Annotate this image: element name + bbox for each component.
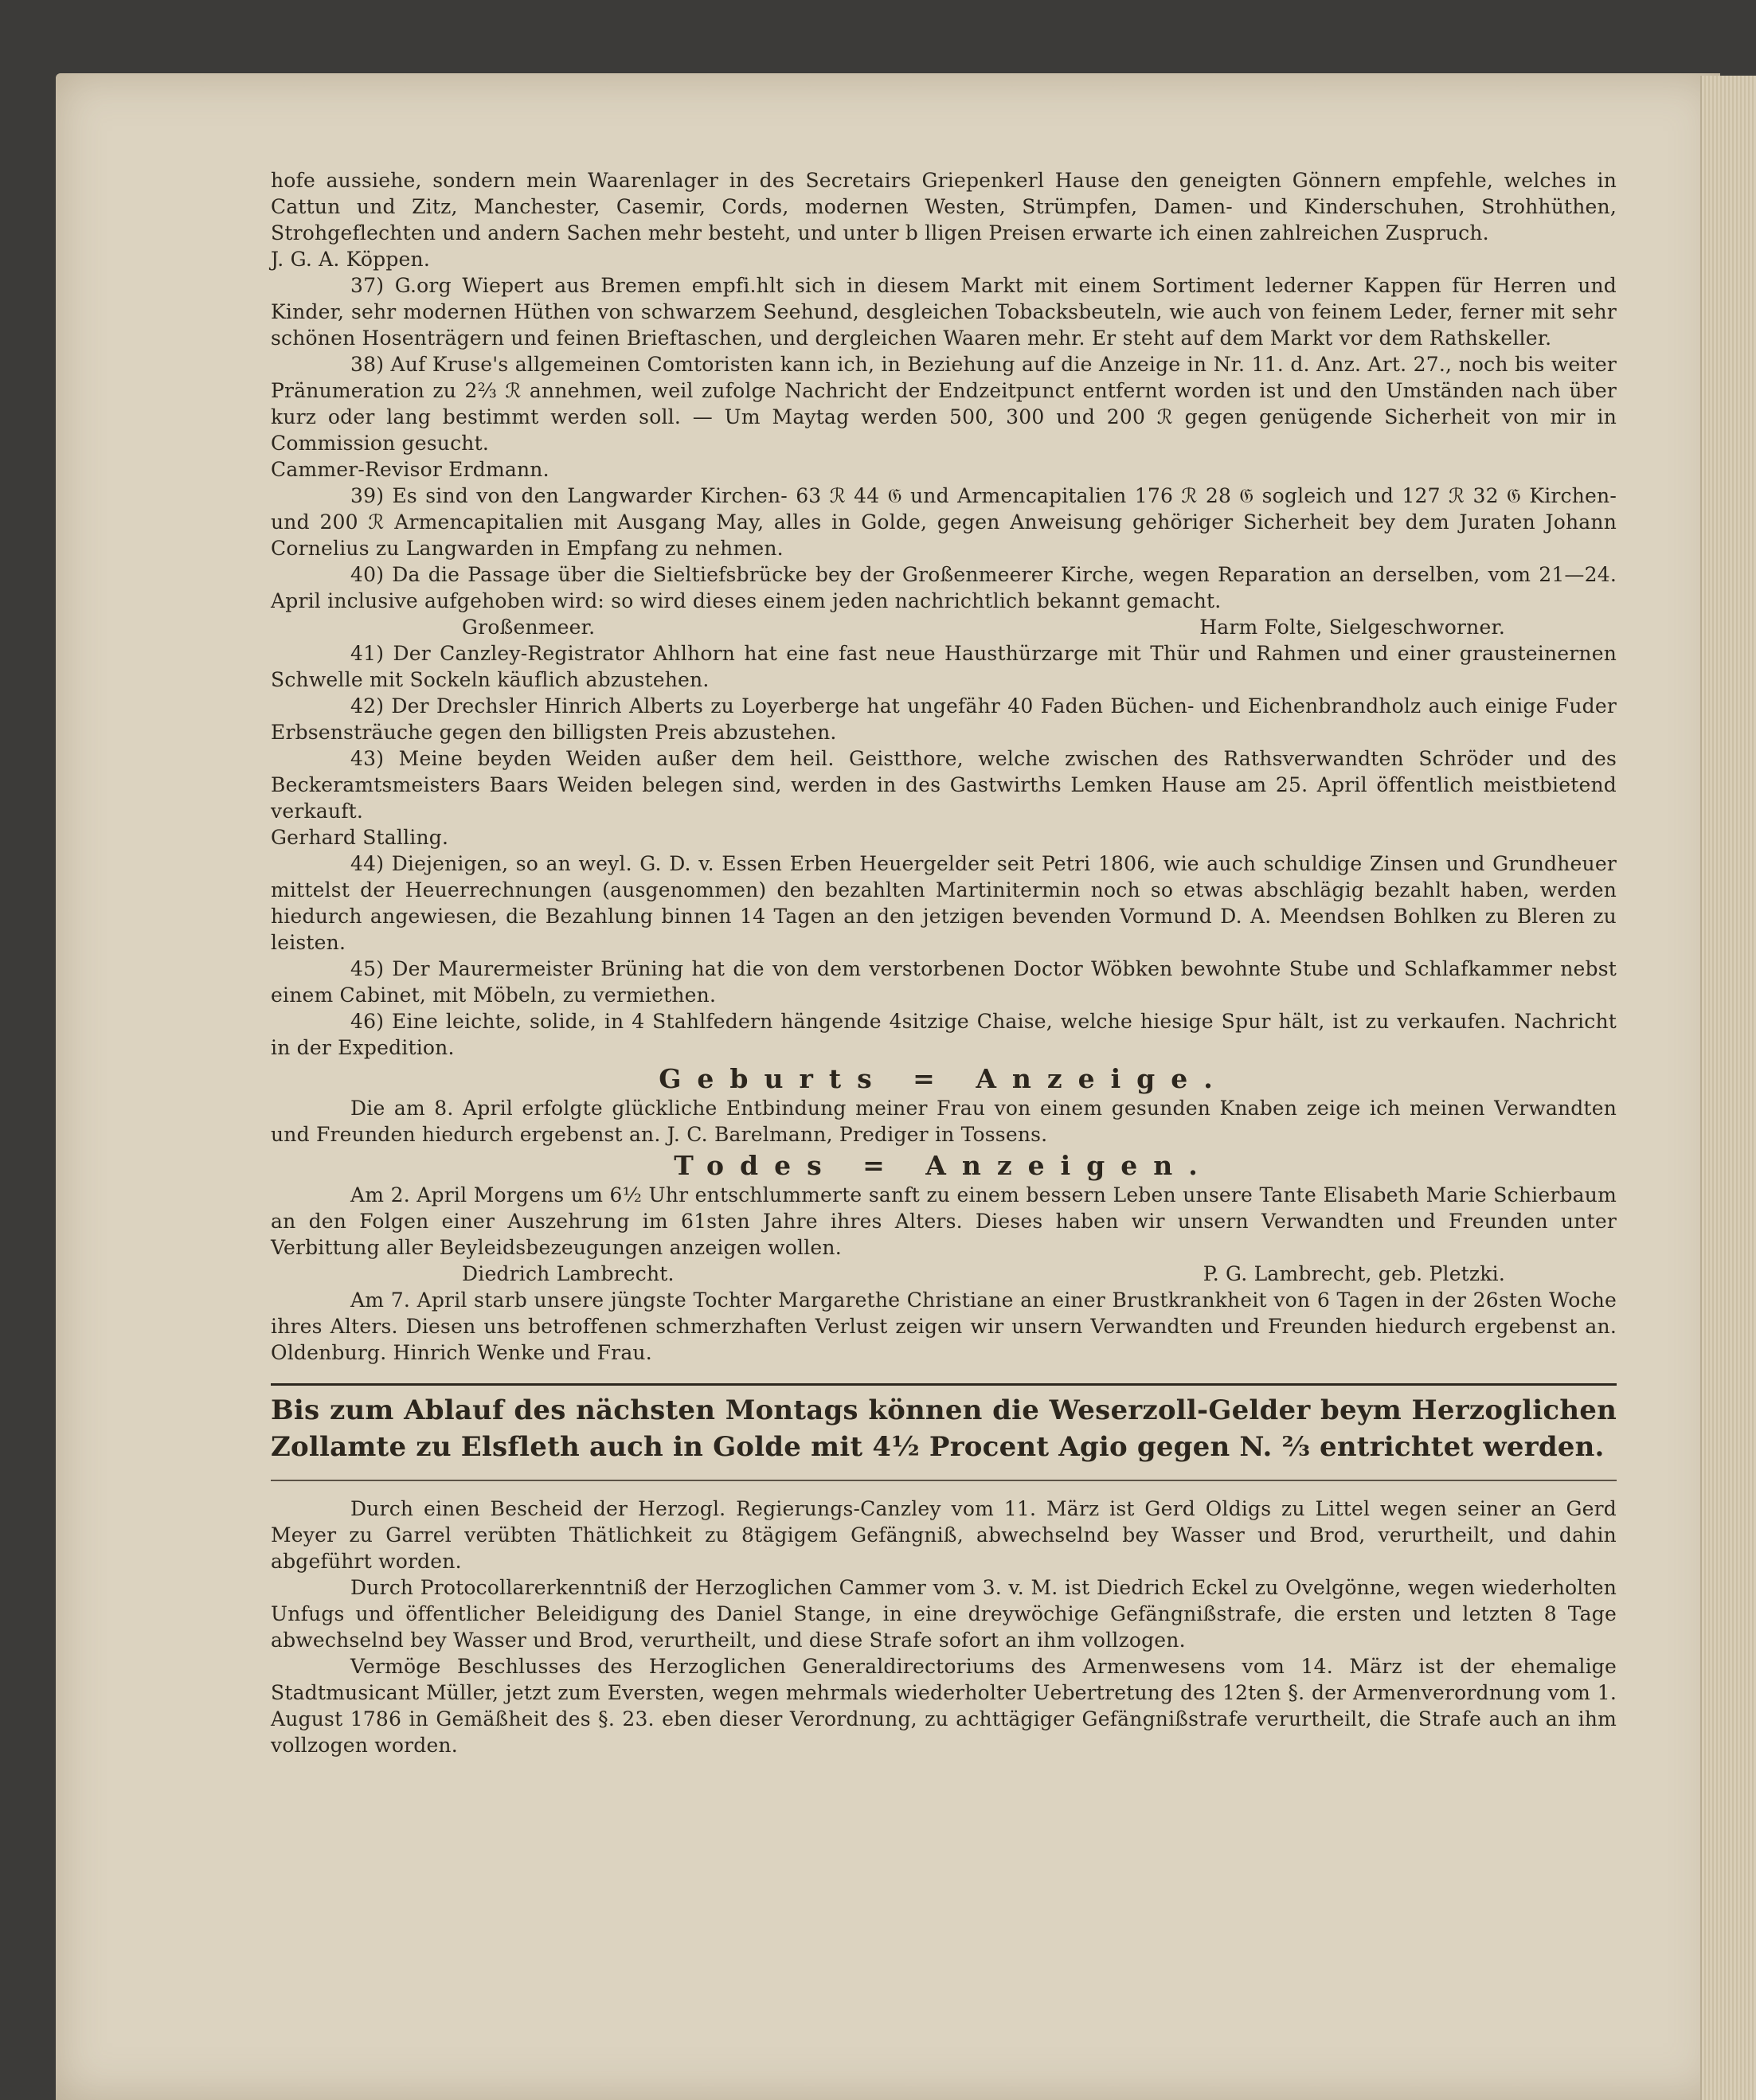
signature-right: P. G. Lambrecht, geb. Pletzki. [1203,1262,1505,1285]
paragraph: 39) Es sind von den Langwarder Kirchen- 63 ℛ 44 𝔊 und Armencapitalien 176 ℛ 28 𝔊 sogleich und 127 ℛ 32 𝔊 Kirchen- und 200 ℛ Armencapitalien mit Ausgang May, alles in Golde, gegen Anweisung gehöriger Sicherheit bey dem Juraten Johann Cornelius zu Langwarden in Empfang zu nehmen. [271,484,1617,560]
births-heading: Geburts = Anzeige. [659,1063,1229,1094]
paragraph: 38) Auf Kruse's allgemeinen Comtoristen kann ich, in Beziehung auf die Anzeige in Nr. 11. d. Anz. Art. 27., noch bis weiter Pränumeration zu 2⅔ ℛ annehmen, weil zufolge Nachricht der Endzeitpunct entfernt worden ist und den Umständen nach über kurz oder lang bestimmt werden soll. — Um Maytag werden 500, 300 und 200 ℛ gegen genügende Sicherheit von mir in Commission gesucht. [271,353,1617,455]
paragraph: 40) Da die Passage über die Sieltiefsbrücke bey der Großenmeerer Kirche, wegen Reparation an derselben, vom 21—24. April inclusive aufgehoben wird: so wird dieses einem jeden nachrichtlich bekannt gemacht. [271,563,1617,612]
signature-left: Großenmeer. [462,616,596,639]
signature-row [271,614,1617,640]
paragraph: 44) Diejenigen, so an weyl. G. D. v. Essen Erben Heuergelder seit Petri 1806, wie auch schuldige Zinsen und Grundheuer mittelst der Heuerrechnungen (ausgenommen) den bezahlten Martinitermin noch so etwas abschlägig bezahlt haben, werden hiedurch angewiesen, die Bezahlung binnen 14 Tagen an den jetzigen bevenden Vormund D. A. Meendsen Bohlken zu Bleren zu leisten. [271,852,1617,954]
court-notices-section [271,1496,1617,1758]
paragraph: Am 7. April starb unsere jüngste Tochter Margarethe Christiane an einer Brustkrankheit von 6 Tagen in der 26sten Woche ihres Alters. Diesen uns betroffenen schmerzhaften Verlust zeigen wir unsern Verwandten und Freunden hiedurch ergebenst an. Oldenburg. Hinrich Wenke und Frau. [271,1289,1617,1364]
paragraph: hofe aussiehe, sondern mein Waarenlager in des Secretairs Griepenkerl Hause den geneigten Gönnern empfehle, welches in Cattun und Zitz, Manchester, Casemir, Cords, modernen Westen, Strümpfen, Damen- und Kinderschuhen, Strohhüthen, Strohgeflechten und andern Sachen mehr besteht, und unter b lligen Preisen erwarte ich einen zahlreichen Zuspruch. [271,169,1617,244]
paragraph: Durch einen Bescheid der Herzogl. Regierungs-Canzley vom 11. März ist Gerd Oldigs zu Littel wegen seiner an Gerd Meyer zu Garrel verübten Thätlichkeit zu 8tägigem Gefängniß, abwechselnd bey Wasser und Brod, verurtheilt, und dahin abgeführt worden. [271,1497,1617,1573]
divider [271,1480,1617,1481]
deaths-section [271,1182,1617,1366]
signature-left: Diedrich Lambrecht. [462,1262,675,1285]
paragraph: 45) Der Maurermeister Brüning hat die von dem verstorbenen Doctor Wöbken bewohnte Stube und Schlafkammer nebst einem Cabinet, mit Möbeln, zu vermiethen. [271,957,1617,1007]
paragraph: Am 2. April Morgens um 6½ Uhr entschlummerte sanft zu einem bessern Leben unsere Tante Elisabeth Marie Schierbaum an den Folgen einer Auszehrung im 61sten Jahre ihres Alters. Dieses haben wir unsern Verwandten und Freunden unter Verbittung aller Beyleidsbezeugungen anzeigen wollen. [271,1183,1617,1259]
document-text [271,167,1617,1758]
customs-notice: Bis zum Ablauf des nächsten Montags können die Weserzoll-Gelder beym Herzoglichen Zollamte zu Elsfleth auch in Golde mit 4½ Procent Agio gegen N. ⅔ entrichtet werden. [271,1383,1617,1465]
signature-right: Harm Folte, Sielgeschworner. [1199,616,1505,639]
births-section [271,1095,1617,1148]
paragraph: 42) Der Drechsler Hinrich Alberts zu Loyerberge hat ungefähr 40 Faden Büchen- und Eichenbrandholz auch einige Fuder Erbsensträuche gegen den billigsten Preis abzustehen. [271,694,1617,744]
signature: J. G. A. Köppen. [271,248,431,271]
signature-row [271,1261,1617,1287]
signature: Gerhard Stalling. [271,826,449,849]
paragraph: 41) Der Canzley-Registrator Ahlhorn hat eine fast neue Hausthürzarge mit Thür und Rahmen und einer grausteinernen Schwelle mit Sockeln käuflich abzustehen. [271,642,1617,691]
paragraph: Die am 8. April erfolgte glückliche Entbindung meiner Frau von einem gesunden Knaben zeige ich meinen Verwandten und Freunden hiedurch ergebenst an. J. C. Barelmann, Prediger in Tossens. [271,1097,1617,1146]
paragraph: 46) Eine leichte, solide, in 4 Stahlfedern hängende 4sitzige Chaise, welche hiesige Spur hält, ist zu verkaufen. Nachricht in der Expedition. [271,1010,1617,1059]
page-edges [1700,76,1756,2100]
deaths-heading: Todes = Anzeigen. [674,1150,1214,1181]
paragraph: Vermöge Beschlusses des Herzoglichen Generaldirectoriums des Armenwesens vom 14. März ist der ehemalige Stadtmusicant Müller, jetzt zum Eversten, wegen mehrmals wiederholter Uebertretung des 12ten §. der Armenverordnung vom 1. August 1786 in Gemäßheit des §. 23. eben dieser Verordnung, zu achttägiger Gefängnißstrafe verurtheilt, die Strafe auch an ihm vollzogen worden. [271,1655,1617,1757]
paragraph: 37) G.org Wiepert aus Bremen empfi.hlt sich in diesem Markt mit einem Sortiment lederner Kappen für Herren und Kinder, sehr modernen Hüthen von schwarzem Seehund, desgleichen Tobacksbeuteln, wie auch von feinem Leder, ferner mit sehr schönen Hosenträgern und feinen Brieftaschen, und dergleichen Waaren mehr. Er steht auf dem Markt vor dem Rathskeller. [271,274,1617,350]
paragraph: Durch Protocollarerkenntniß der Herzoglichen Cammer vom 3. v. M. ist Diedrich Eckel zu Ovelgönne, wegen wiederholten Unfugs und öffentlicher Beleidigung des Daniel Stange, in eine dreywöchige Gefängnißstrafe, die ersten und letzten 8 Tage abwechselnd bey Wasser und Brod, verurtheilt, und diese Strafe sofort an ihm vollzogen. [271,1576,1617,1652]
paragraph: 43) Meine beyden Weiden außer dem heil. Geistthore, welche zwischen des Rathsverwandten Schröder und des Beckeramtsmeisters Baars Weiden belegen sind, werden in des Gastwirths Lemken Hause am 25. April öffentlich meistbietend verkauft. [271,747,1617,823]
advertisements-section [271,167,1617,1061]
signature: Cammer-Revisor Erdmann. [271,458,549,481]
